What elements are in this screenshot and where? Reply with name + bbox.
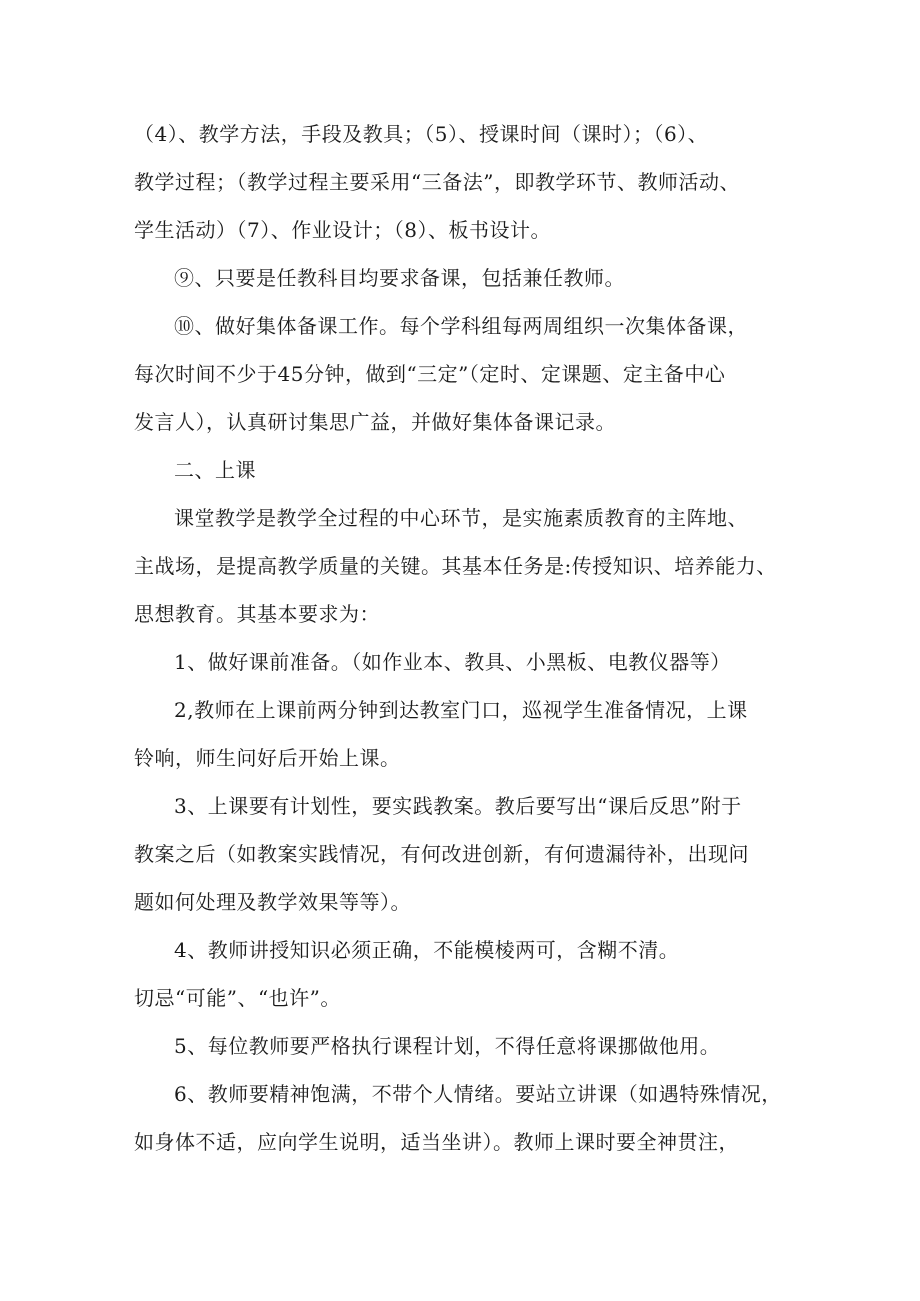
paragraph-item-9 [134, 254, 794, 302]
text-line: 铃响，师生问好后开始上课。 [134, 746, 401, 770]
text-line: （4）、教学方法，手段及教具；（5）、授课时间（课时）；（6）、 [134, 122, 709, 146]
text-line: ⑩、做好集体备课工作。每个学科组每两周组织一次集体备课， [174, 314, 748, 338]
text-line: 2,教师在上课前两分钟到达教室门口，巡视学生准备情况，上课 [174, 698, 748, 722]
paragraph-classroom-teaching [134, 494, 794, 638]
text-line: 5、每位教师要严格执行课程计划，不得任意将课挪做他用。 [174, 1034, 721, 1058]
text-line: 如身体不适，应向学生说明，适当坐讲）。教师上课时要全神贯注， [134, 1130, 739, 1154]
text-line: 3、上课要有计划性，要实践教案。教后要写出“课后反思”附于 [174, 794, 742, 818]
paragraph-rule-2 [134, 686, 794, 782]
paragraph-teaching-plan-items [134, 110, 794, 254]
document-body [134, 110, 794, 1166]
text-line: 课堂教学是教学全过程的中心环节，是实施素质教育的主阵地、 [174, 506, 748, 530]
text-line: 教案之后（如教案实践情况，有何改进创新，有何遗漏待补，出现问 [134, 842, 749, 866]
text-line: 每次时间不少于45分钟，做到“三定”（定时、定课题、定主备中心 [134, 362, 726, 386]
section-heading-class [134, 446, 794, 494]
text-line: 切忌“可能”、“也许”。 [134, 986, 341, 1010]
text-line: 题如何处理及教学效果等等）。 [134, 890, 411, 914]
paragraph-rule-4-continued [134, 974, 794, 1022]
text-line: 学生活动）（7）、作业设计；（8）、板书设计。 [134, 218, 551, 242]
paragraph-rule-4 [134, 926, 794, 974]
paragraph-rule-3 [134, 782, 794, 926]
paragraph-rule-1 [134, 638, 794, 686]
text-line: 4、教师讲授知识必须正确，不能模棱两可，含糊不清。 [174, 938, 680, 962]
text-line: ⑨、只要是任教科目均要求备课，包括兼任教师。 [174, 266, 625, 290]
text-line: 发言人），认真研讨集思广益，并做好集体备课记录。 [134, 410, 616, 434]
text-line: 教学过程；（教学过程主要采用“三备法”，即教学环节、教师活动、 [134, 170, 740, 194]
text-line: 6、教师要精神饱满，不带个人情绪。要站立讲课（如遇特殊情况， [174, 1082, 782, 1106]
paragraph-item-10 [134, 302, 794, 446]
text-line: 思想教育。其基本要求为： [134, 602, 380, 626]
paragraph-rule-5 [134, 1022, 794, 1070]
text-line: 主战场，是提高教学质量的关键。其基本任务是:传授知识、培养能力、 [134, 554, 777, 578]
text-line: 1、做好课前准备。（如作业本、教具、小黑板、电教仪器等） [174, 650, 731, 674]
paragraph-rule-6 [134, 1070, 794, 1166]
text-line: 二、上课 [174, 458, 256, 482]
